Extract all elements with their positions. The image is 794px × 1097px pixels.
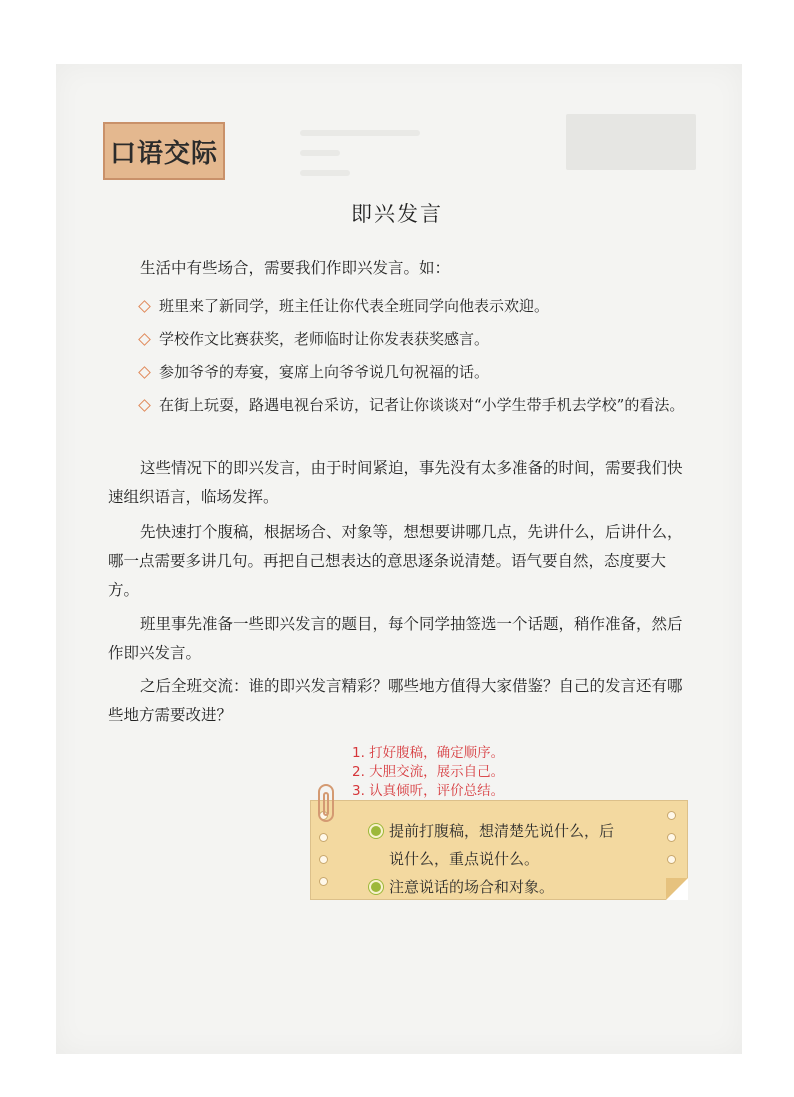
circle-bullet-icon (369, 880, 383, 894)
body-paragraph: 这些情况下的即兴发言，由于时间紧迫，事先没有太多准备的时间，需要我们快速组织语言，临场发挥。 (108, 459, 683, 506)
body-paragraph: 班里事先准备一些即兴发言的题目，每个同学抽签选一个话题，稍作准备，然后作即兴发言。 (108, 615, 683, 662)
list-item: 班里来了新同学，班主任让你代表全班同学向他表示欢迎。 (137, 292, 697, 320)
page-title: 即兴发言 (351, 202, 443, 226)
section-tag (103, 122, 225, 180)
tip-item: 2. 大胆交流，展示自己。 (352, 764, 505, 780)
diamond-icon (138, 366, 151, 379)
bleed-through-line (300, 130, 420, 136)
list-item: 在街上玩耍，路遇电视台采访，记者让你谈谈对“小学生带手机去学校”的看法。 (137, 391, 697, 419)
page-curl (666, 878, 688, 900)
tip-item: 1. 打好腹稿，确定顺序。 (352, 745, 505, 761)
bleed-through-line (300, 170, 350, 176)
note-item: 提前打腹稿，想清楚先说什么，后 (369, 817, 669, 845)
list-item: 参加爷爷的寿宴，宴席上向爷爷说几句祝福的话。 (137, 358, 697, 386)
tips-list (352, 744, 504, 801)
section-tag-label: 口语交际 (109, 138, 218, 169)
body-paragraph: 先快速打个腹稿，根据场合、对象等，想想要讲哪几点，先讲什么，后讲什么，哪一点需要多讲几句。再把自己想表达的意思逐条说清楚。语气要自然，态度要大方。 (108, 523, 683, 599)
bleed-through-line (300, 150, 340, 156)
note-item: 注意说话的场合和对象。 (369, 873, 669, 901)
body-paragraph: 之后全班交流：谁的即兴发言精彩？哪些地方值得大家借鉴？自己的发言还有哪些地方需要改进？ (108, 677, 683, 724)
bleed-through-shadow (566, 114, 696, 170)
circle-bullet-icon (369, 824, 383, 838)
punch-holes-left (319, 811, 329, 899)
diamond-icon (138, 300, 151, 313)
diamond-icon (138, 399, 151, 412)
sticky-note (310, 800, 688, 900)
paperclip-icon (318, 784, 334, 822)
list-item: 学校作文比赛获奖，老师临时让你发表获奖感言。 (137, 325, 697, 353)
scenario-list (137, 292, 697, 424)
intro-paragraph: 生活中有些场合，需要我们作即兴发言。如： (140, 259, 451, 277)
tip-item: 3. 认真倾听，评价总结。 (352, 783, 505, 799)
note-item-continuation: 说什么，重点说什么。 (389, 850, 540, 868)
note-list (369, 817, 669, 901)
diamond-icon (138, 333, 151, 346)
